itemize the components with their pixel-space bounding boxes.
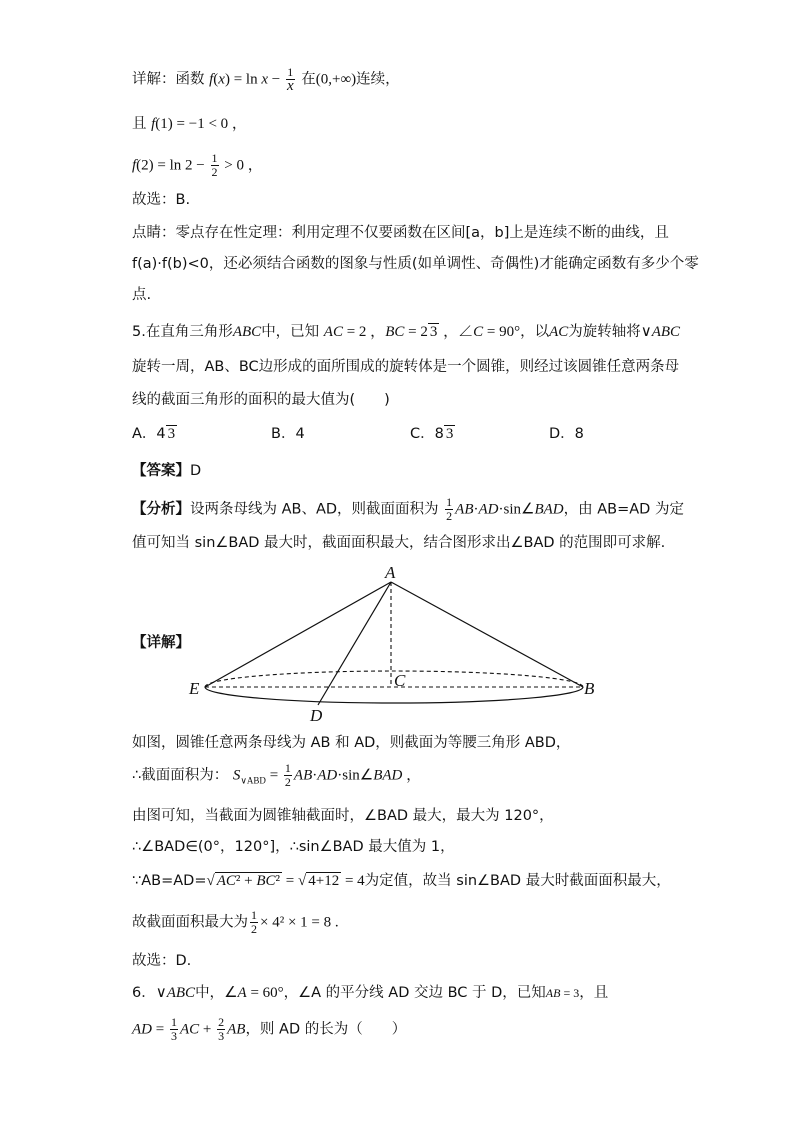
remark-line-3: 点. — [132, 287, 152, 303]
solution-line-6: 故截面面积最大为 $\frac{1}{2}$ × 4² × 1 = 8 . — [132, 908, 339, 936]
solution-line-1: 如图，圆锥任意两条母线为 AB 和 AD，则截面为等腰三角形 ABD， — [132, 735, 571, 751]
q6-line-2: AD = $\frac{1}{3}$ AC + $\frac{2}{3}$ AB，则 AD 的长为（ ） — [132, 1015, 407, 1043]
answer-line: 【答案】D — [132, 463, 202, 479]
q5-option-b: B．4 — [271, 426, 305, 442]
f2-line: f(2) = ln 2 − $\frac{1}{2}$ > 0 ， — [132, 151, 263, 179]
q5-line-1: 5.在直角三角形ABC中，已知 AC = 2 ，BC = 2 3 ，∠C = 90°，以AC为旋转轴将∨ABC — [132, 324, 681, 340]
cone-figure — [180, 558, 600, 724]
q5-line-2: 旋转一周，AB、BC边形成的面所围成的旋转体是一个圆锥，则经过该圆锥任意两条母 — [132, 359, 680, 375]
q5-line-3: 线的截面三角形的面积的最大值为( ) — [132, 392, 390, 408]
solution-line-2: ∴截面面积为： $S_{\vee ABD}$ = $\frac{1}{2}$ AB·AD·sin∠BAD ， — [132, 761, 422, 789]
cone-edge-ae — [205, 582, 391, 687]
solution-line-5: ∵AB=AD=√ AC² + BC² = √ 4+12 = 4为定值，故当 sin∠BAD 最大时截面面积最大， — [132, 873, 671, 889]
label-e: E — [189, 679, 200, 698]
q5-option-c: C．8 3 — [410, 426, 454, 442]
solution-line-7: 故选：D. — [132, 953, 192, 969]
label-c: C — [394, 671, 406, 690]
analysis-line-1: 【分析】设两条母线为 AB、AD，则截面面积为 $\frac{1}{2}$ AB·AD·sin∠BAD，由 AB=AD 为定 — [132, 495, 684, 523]
detail-tag: 【详解】 — [132, 635, 190, 651]
label-d: D — [310, 706, 323, 724]
label-a: A — [385, 563, 396, 582]
f1-line: 且 f(1) = −1 < 0 ， — [132, 116, 247, 132]
analysis-line-2: 值可知当 sin∠BAD 最大时，截面面积最大，结合图形求出∠BAD 的范围即可求解. — [132, 535, 666, 551]
remark-line-1: 点睛：零点存在性定理：利用定理不仅要函数在区间[a，b]上是连续不断的曲线，且 — [132, 225, 669, 241]
q5-option-d: D．8 — [549, 426, 584, 442]
q5-option-a: A．4 3 — [132, 426, 176, 442]
solution-line-3: 由图可知，当截面为圆锥轴截面时，∠BAD 最大，最大为 120°， — [132, 808, 554, 824]
detail-line-function: 详解：函数 f(x) = ln x − $\frac{1}{x}$ 在(0,+∞)连续， — [132, 65, 400, 94]
choice-b-line: 故选：B. — [132, 192, 191, 208]
remark-line-2: f(a)·f(b)<0，还必须结合函数的图象与性质(如单调性、奇偶性)才能确定函数有多少个零 — [132, 256, 699, 272]
solution-line-4: ∴∠BAD∈(0°，120°]，∴sin∠BAD 最大值为 1， — [132, 839, 455, 855]
label-b: B — [584, 679, 595, 698]
q6-line-1: 6．∨ABC中，∠A = 60°，∠A 的平分线 AD 交边 BC 于 D，已知AB = 3，且 — [132, 985, 609, 1001]
